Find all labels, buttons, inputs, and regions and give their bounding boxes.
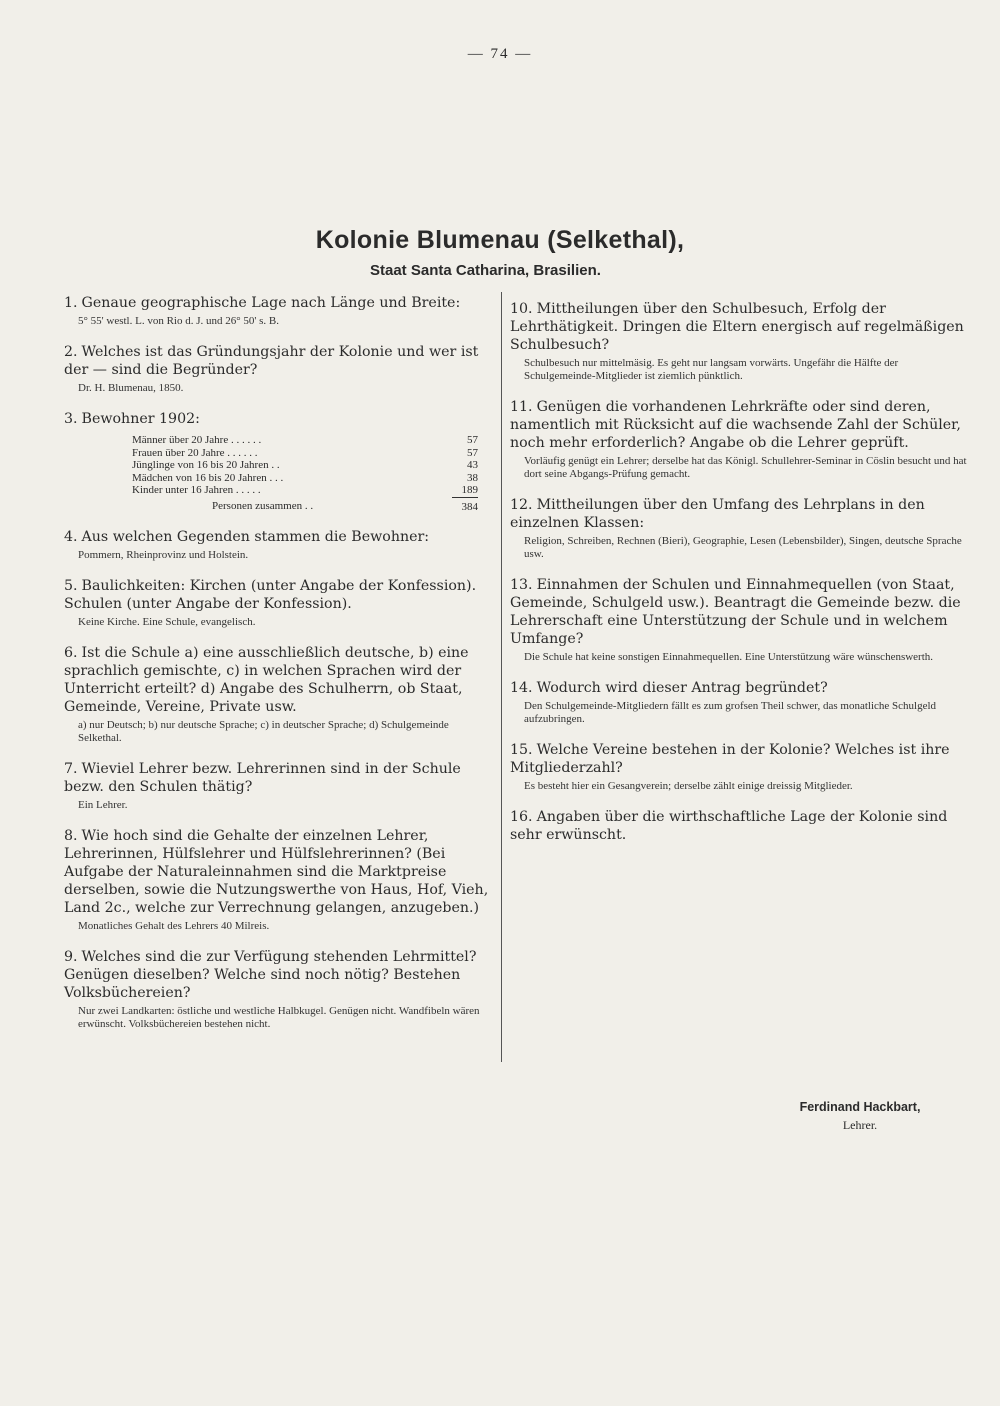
question-text: Welches ist das Gründungsjahr der Kolonie und wer ist der — sind die Begründer? (64, 344, 479, 378)
signature-role: Lehrer. (842, 1118, 878, 1132)
question-number: 12. (510, 497, 533, 513)
answer-text: Religion, Schreiben, Rechnen (Bieri), Geographie, Lesen (Lebensbilder), Singen, deutsche Sprache usw. (524, 535, 962, 560)
question-text: Wie hoch sind die Gehalte der einzelnen Lehrer, Lehrerinnen, Hülfslehrer und Hülfslehrerinnen? (Bei Aufgabe der Naturaleinnahmen sind die Marktpreise derselben, sowie die Nutzungswerthe von Haus, Hof, Vieh, Land 2c., welche zur Verrechnung gelangen, anzugeben.) (64, 828, 489, 916)
question-number: 3. (64, 411, 78, 427)
question-9 (64, 948, 492, 1031)
question-number: 14. (510, 680, 533, 696)
population-value: 57 (467, 434, 478, 446)
question-number: 2. (64, 344, 78, 360)
answer-text: Monatliches Gehalt des Lehrers 40 Milreis. (78, 920, 270, 932)
question-text: Genügen die vorhandenen Lehrkräfte oder sind deren, namentlich mit Rücksicht auf die wachsende Zahl der Schüler, noch mehr erforderlich? Angabe ob die Lehrer geprüft. (510, 399, 961, 451)
column-divider (501, 292, 502, 1062)
question-number: 15. (510, 742, 533, 758)
population-table (132, 434, 478, 513)
population-label: Mädchen von 16 bis 20 Jahren . . . (132, 471, 284, 484)
question-7 (64, 760, 492, 812)
answer-text: Dr. H. Blumenau, 1850. (78, 382, 184, 394)
question-text: Mittheilungen über den Schulbesuch, Erfolg der Lehrthätigkeit. Dringen die Eltern energisch auf regelmäßigen Schulbesuch? (510, 301, 964, 353)
table-row (132, 459, 478, 472)
question-13 (510, 576, 970, 664)
question-number: 10. (510, 301, 533, 317)
question-text: Aus welchen Gegenden stammen die Bewohner: (81, 529, 430, 545)
question-10 (510, 300, 970, 383)
table-row (132, 484, 478, 497)
question-1 (64, 294, 492, 328)
question-number: 8. (64, 828, 78, 844)
left-column (64, 294, 492, 1046)
answer-text: Vorläufig genügt ein Lehrer; derselbe hat das Königl. Schullehrer-Seminar in Cöslin besucht und hat dort seine Abgangs-Prüfung gemacht. (524, 455, 967, 480)
population-label: Kinder unter 16 Jahren . . . . . (132, 484, 261, 497)
question-15 (510, 741, 970, 793)
question-16 (510, 808, 970, 844)
answer-text: Ein Lehrer. (78, 799, 128, 811)
answer-text: Schulbesuch nur mittelmäsig. Es geht nur langsam vorwärts. Ungefähr die Hälfte der Schulgemeinde-Mitglieder ist ziemlich pünktlich. (524, 357, 899, 382)
question-number: 7. (64, 761, 78, 777)
question-6 (64, 644, 492, 745)
table-row (132, 447, 478, 460)
answer-text: Keine Kirche. Eine Schule, evangelisch. (78, 616, 256, 628)
population-label: Männer über 20 Jahre . . . . . . (132, 434, 262, 446)
question-text: Genaue geographische Lage nach Länge und Breite: (81, 295, 461, 311)
page-number: — 74 — (467, 46, 533, 62)
question-text: Welche Vereine bestehen in der Kolonie? Welches ist ihre Mitgliederzahl? (510, 742, 950, 776)
question-number: 9. (64, 949, 78, 965)
question-number: 13. (510, 577, 533, 593)
question-text: Mittheilungen über den Umfang des Lehrplans in den einzelnen Klassen: (510, 497, 925, 531)
answer-text: Pommern, Rheinprovinz und Holstein. (78, 549, 249, 561)
question-4 (64, 528, 492, 562)
answer-text: Es besteht hier ein Gesangverein; derselbe zählt einige dreissig Mitglieder. (524, 780, 853, 792)
population-value: 38 (467, 471, 478, 484)
question-text: Wieviel Lehrer bezw. Lehrerinnen sind in der Schule bezw. den Schulen thätig? (64, 761, 461, 795)
signature-block (760, 1100, 960, 1133)
population-label: Jünglinge von 16 bis 20 Jahren . . (132, 459, 280, 471)
population-value: 43 (467, 459, 478, 471)
question-number: 11. (510, 399, 533, 415)
population-total-label: Personen zusammen . . (212, 500, 314, 513)
question-5 (64, 577, 492, 629)
answer-text: a) nur Deutsch; b) nur deutsche Sprache; c) in deutscher Sprache; d) Schulgemeinde Selkethal. (78, 719, 449, 744)
question-number: 5. (64, 578, 78, 594)
question-3 (64, 410, 492, 513)
answer-text: Nur zwei Landkarten: östliche und westliche Halbkugel. Genügen nicht. Wandfibeln wären erwünscht. Volksbüchereien bestehen nicht. (78, 1005, 480, 1030)
question-number: 1. (64, 295, 78, 311)
population-total-value: 384 (452, 497, 478, 513)
question-number: 4. (64, 529, 78, 545)
table-row (132, 472, 478, 485)
answer-text: Die Schule hat keine sonstigen Einnahmequellen. Eine Unterstützung wäre wünschenswerth. (524, 651, 934, 663)
population-value: 189 (461, 484, 478, 496)
question-14 (510, 679, 970, 726)
answer-text: Den Schulgemeinde-Mitgliedern fällt es zum grofsen Theil schwer, das monatliche Schulgeld aufzubringen. (524, 700, 937, 725)
question-number: 16. (510, 809, 533, 825)
question-text: Einnahmen der Schulen und Einnahmequellen (von Staat, Gemeinde, Schulgeld usw.). Beantragt die Gemeinde bezw. die Lehrerschaft eine Unterstützung der Schule und in welchem Umfange? (510, 577, 961, 647)
document-title: Kolonie Blumenau (Selkethal), (315, 226, 685, 254)
population-label: Frauen über 20 Jahre . . . . . . (132, 446, 258, 459)
table-total-row (132, 497, 478, 513)
question-text: Wodurch wird dieser Antrag begründet? (536, 680, 828, 696)
population-value: 57 (467, 446, 478, 459)
question-12 (510, 496, 970, 561)
answer-text: 5° 55' westl. L. von Rio d. J. und 26° 50' s. B. (78, 315, 279, 327)
question-text: Welches sind die zur Verfügung stehenden Lehrmittel? Genügen dieselben? Welche sind noch nötig? Bestehen Volksbüchereien? (64, 949, 477, 1001)
document-subtitle: Staat Santa Catharina, Brasilien. (370, 262, 601, 279)
question-text: Ist die Schule a) eine ausschließlich deutsche, b) eine sprachlich gemischte, c) in welchen Sprachen wird der Unterricht erteilt? d) Angabe des Schulherrn, ob Staat, Gemeinde, Vereine, Private usw. (64, 645, 469, 715)
question-text: Baulichkeiten: Kirchen (unter Angabe der Konfession). Schulen (unter Angabe der Konfession). (64, 578, 477, 612)
question-2 (64, 343, 492, 395)
signature-name: Ferdinand Hackbart, (799, 1100, 921, 1114)
question-8 (64, 827, 492, 933)
question-11 (510, 398, 970, 481)
table-row (132, 434, 478, 447)
question-text: Bewohner 1902: (81, 411, 200, 427)
question-text: Angaben über die wirthschaftliche Lage der Kolonie sind sehr erwünscht. (510, 809, 948, 843)
right-column (510, 300, 970, 859)
question-number: 6. (64, 645, 78, 661)
